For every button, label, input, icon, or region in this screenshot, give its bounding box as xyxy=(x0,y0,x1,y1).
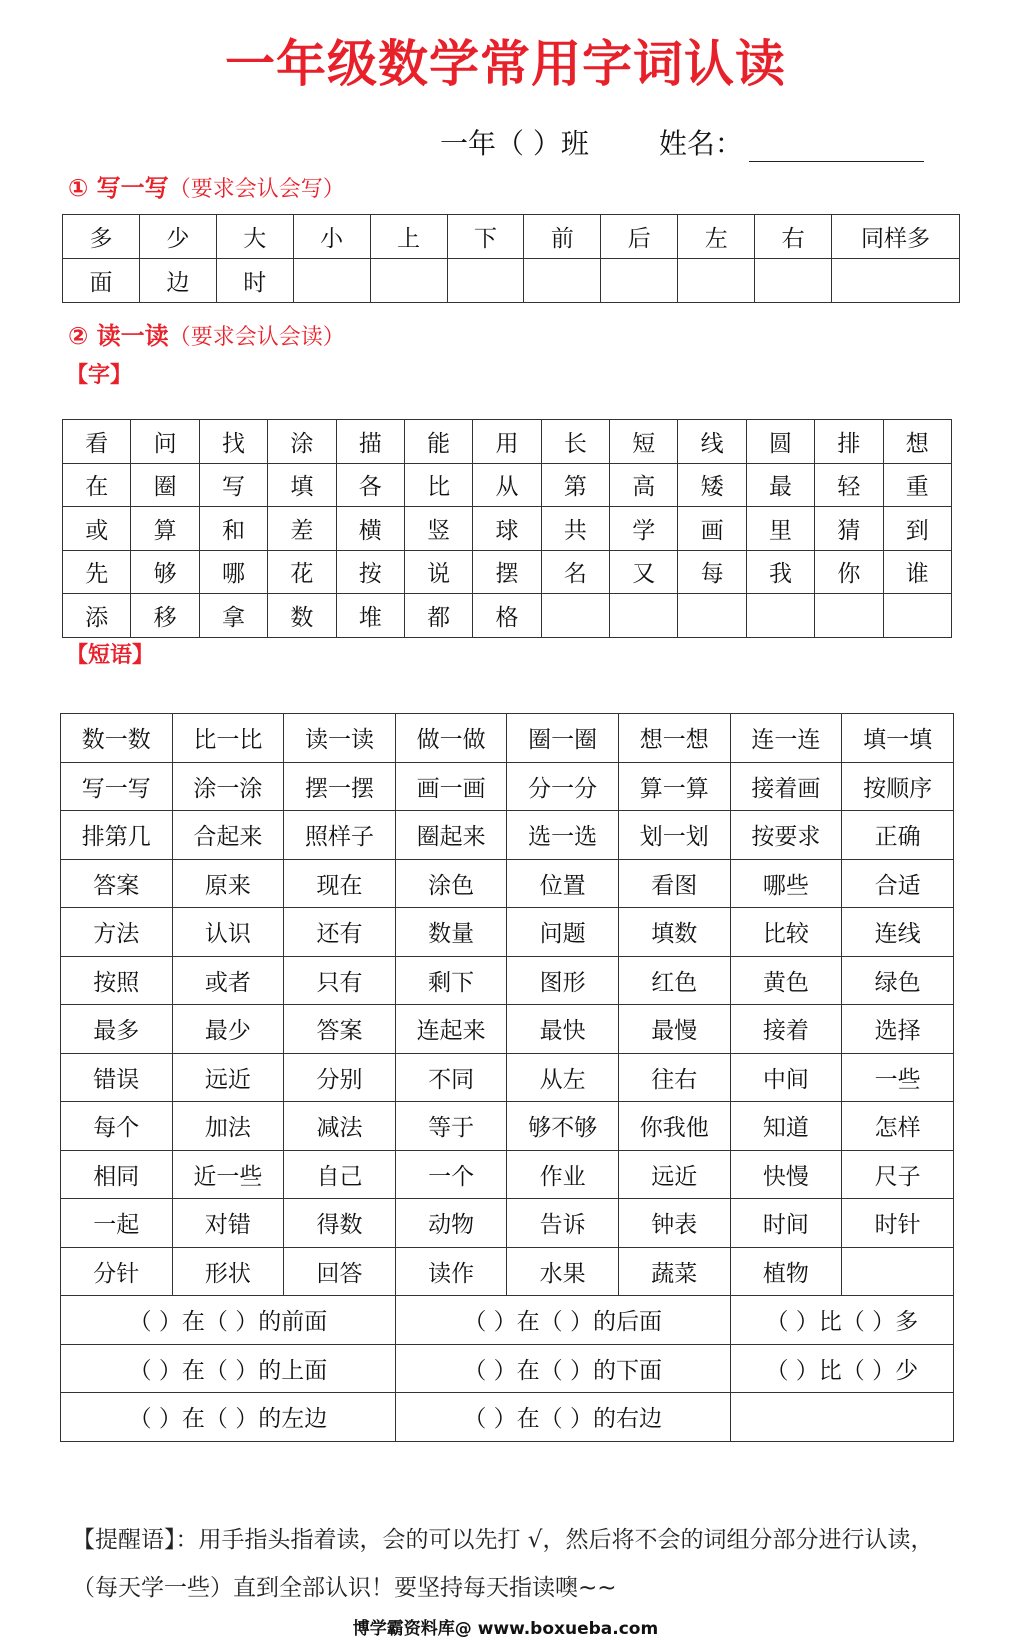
write-cell xyxy=(447,259,524,303)
phrase-cell: 还有 xyxy=(284,908,396,957)
char-cell: 共 xyxy=(541,507,609,551)
phrase-cell: 填一填 xyxy=(842,714,954,763)
char-cell: 最 xyxy=(746,463,814,507)
write-cell xyxy=(755,259,832,303)
phrase-cell: 尺子 xyxy=(842,1150,954,1199)
phrase-cell: 植物 xyxy=(730,1247,842,1296)
char-cell: 横 xyxy=(336,507,404,551)
phrase-cell: 连线 xyxy=(842,908,954,957)
write-cell xyxy=(832,259,960,303)
char-cell: 堆 xyxy=(336,594,404,638)
char-cell: 排 xyxy=(815,420,883,464)
sentence-cell: （ ）在（ ）的上面 xyxy=(61,1344,396,1393)
phrase-cell: 告诉 xyxy=(507,1199,619,1248)
phrase-cell: 蔬菜 xyxy=(618,1247,730,1296)
phrase-cell: 排第几 xyxy=(61,811,173,860)
sentence-cell: （ ）在（ ）的下面 xyxy=(395,1344,730,1393)
char-cell xyxy=(883,594,952,638)
char-cell: 圆 xyxy=(746,420,814,464)
phrase-cell: 答案 xyxy=(61,859,173,908)
char-cell: 找 xyxy=(199,420,267,464)
section2-label: ② 读一读 xyxy=(68,322,169,350)
char-cell: 按 xyxy=(336,550,404,594)
phrase-cell: 填数 xyxy=(618,908,730,957)
write-cell: 边 xyxy=(139,259,216,303)
phrase-cell: 想一想 xyxy=(618,714,730,763)
phrase-cell: 圈一圈 xyxy=(507,714,619,763)
phrase-cell: 认识 xyxy=(172,908,284,957)
write-cell: 前 xyxy=(524,215,601,259)
phrase-cell: 只有 xyxy=(284,956,396,1005)
reminder-text xyxy=(72,1516,952,1612)
section2-requirement: （要求会认会读） xyxy=(168,325,345,350)
sentence-row xyxy=(61,1344,954,1393)
sentence-cell: （ ）在（ ）的左边 xyxy=(61,1393,396,1442)
char-cell: 竖 xyxy=(404,507,472,551)
phrase-cell: 连起来 xyxy=(395,1005,507,1054)
phrase-cell: 从左 xyxy=(507,1053,619,1102)
phrase-cell: 连一连 xyxy=(730,714,842,763)
write-table xyxy=(62,214,960,303)
char-cell: 移 xyxy=(131,594,199,638)
phrase-cell: 哪些 xyxy=(730,859,842,908)
char-cell: 名 xyxy=(541,550,609,594)
phrase-cell: 最快 xyxy=(507,1005,619,1054)
phrase-cell: 读作 xyxy=(395,1247,507,1296)
phrase-cell: 圈起来 xyxy=(395,811,507,860)
char-cell: 添 xyxy=(63,594,131,638)
section1-label: ① 写一写 xyxy=(68,174,169,202)
phrase-row xyxy=(61,908,954,957)
char-cell: 画 xyxy=(678,507,746,551)
sentence-cell: （ ）比（ ）少 xyxy=(730,1344,953,1393)
phrase-cell: 知道 xyxy=(730,1102,842,1151)
phrase-cell: 按要求 xyxy=(730,811,842,860)
phrase-cell: 分一分 xyxy=(507,762,619,811)
phrase-row xyxy=(61,1199,954,1248)
name-blank[interactable] xyxy=(749,133,924,162)
phrase-cell: 分别 xyxy=(284,1053,396,1102)
sentence-cell: （ ）在（ ）的后面 xyxy=(395,1296,730,1345)
phrase-cell: 红色 xyxy=(618,956,730,1005)
char-row xyxy=(63,420,952,464)
phrase-cell: 不同 xyxy=(395,1053,507,1102)
chars-table xyxy=(62,419,952,638)
char-cell: 各 xyxy=(336,463,404,507)
phrase-cell: 够不够 xyxy=(507,1102,619,1151)
sentence-row xyxy=(61,1393,954,1442)
phrase-cell: 摆一摆 xyxy=(284,762,396,811)
phrase-cell: 快慢 xyxy=(730,1150,842,1199)
char-cell: 够 xyxy=(131,550,199,594)
phrase-cell: 一些 xyxy=(842,1053,954,1102)
write-cell: 后 xyxy=(601,215,678,259)
sentence-cell: （ ）在（ ）的前面 xyxy=(61,1296,396,1345)
char-cell: 先 xyxy=(63,550,131,594)
char-cell: 写 xyxy=(199,463,267,507)
char-cell: 摆 xyxy=(473,550,541,594)
phrase-cell: 一个 xyxy=(395,1150,507,1199)
write-cell: 多 xyxy=(63,215,140,259)
write-cell: 时 xyxy=(216,259,293,303)
char-cell: 都 xyxy=(404,594,472,638)
char-cell: 谁 xyxy=(883,550,952,594)
char-cell: 用 xyxy=(473,420,541,464)
phrase-cell: 或者 xyxy=(172,956,284,1005)
char-cell: 每 xyxy=(678,550,746,594)
phrase-cell: 等于 xyxy=(395,1102,507,1151)
phrase-cell: 选择 xyxy=(842,1005,954,1054)
char-cell xyxy=(610,594,678,638)
reminder-body: ：用手指头指着读，会的可以先打 √，然后将不会的词组分部分进行认读，（每天学一些）直到全部认识！要坚持每天指读噢~~ xyxy=(72,1527,934,1601)
phrase-cell: 数量 xyxy=(395,908,507,957)
char-cell: 学 xyxy=(610,507,678,551)
char-cell xyxy=(678,594,746,638)
write-cell: 左 xyxy=(678,215,755,259)
phrase-cell: 写一写 xyxy=(61,762,173,811)
phrase-cell: 选一选 xyxy=(507,811,619,860)
phrase-cell: 涂色 xyxy=(395,859,507,908)
char-cell: 你 xyxy=(815,550,883,594)
phrase-cell: 方法 xyxy=(61,908,173,957)
phrases-label: 【短语】 xyxy=(66,643,155,668)
phrase-cell: 远近 xyxy=(618,1150,730,1199)
phrase-cell: 最多 xyxy=(61,1005,173,1054)
phrase-cell: 相同 xyxy=(61,1150,173,1199)
char-cell: 差 xyxy=(268,507,336,551)
page-title: 一年级数学常用字词认读 xyxy=(225,35,786,93)
write-cell: 上 xyxy=(370,215,447,259)
sentence-cell: （ ）比（ ）多 xyxy=(730,1296,953,1345)
phrase-row xyxy=(61,956,954,1005)
phrase-cell: 错误 xyxy=(61,1053,173,1102)
char-cell: 圈 xyxy=(131,463,199,507)
phrase-cell: 动物 xyxy=(395,1199,507,1248)
char-cell: 哪 xyxy=(199,550,267,594)
phrase-cell: 合起来 xyxy=(172,811,284,860)
write-cell xyxy=(678,259,755,303)
char-cell: 比 xyxy=(404,463,472,507)
char-cell: 轻 xyxy=(815,463,883,507)
write-cell: 下 xyxy=(447,215,524,259)
phrase-row xyxy=(61,859,954,908)
phrase-cell: 比一比 xyxy=(172,714,284,763)
char-cell: 矮 xyxy=(678,463,746,507)
phrase-cell: 合适 xyxy=(842,859,954,908)
char-cell: 能 xyxy=(404,420,472,464)
phrase-row xyxy=(61,1005,954,1054)
phrase-cell: 答案 xyxy=(284,1005,396,1054)
sentence-row xyxy=(61,1296,954,1345)
chars-label: 【字】 xyxy=(66,363,133,388)
char-cell: 填 xyxy=(268,463,336,507)
char-cell: 线 xyxy=(678,420,746,464)
char-cell: 描 xyxy=(336,420,404,464)
write-row xyxy=(63,215,960,259)
write-cell: 大 xyxy=(216,215,293,259)
char-cell: 在 xyxy=(63,463,131,507)
phrase-cell: 近一些 xyxy=(172,1150,284,1199)
phrase-cell: 每个 xyxy=(61,1102,173,1151)
write-cell: 面 xyxy=(63,259,140,303)
char-cell: 数 xyxy=(268,594,336,638)
phrase-cell: 减法 xyxy=(284,1102,396,1151)
phrase-cell: 时间 xyxy=(730,1199,842,1248)
char-cell: 重 xyxy=(883,463,952,507)
reminder-tag: 【提醒语】 xyxy=(72,1527,176,1553)
phrase-cell: 怎样 xyxy=(842,1102,954,1151)
phrase-row xyxy=(61,1150,954,1199)
phrase-cell: 黄色 xyxy=(730,956,842,1005)
phrase-cell: 数一数 xyxy=(61,714,173,763)
sentence-cell: （ ）在（ ）的右边 xyxy=(395,1393,730,1442)
phrase-cell: 对错 xyxy=(172,1199,284,1248)
char-cell: 短 xyxy=(610,420,678,464)
char-cell: 从 xyxy=(473,463,541,507)
char-cell: 又 xyxy=(610,550,678,594)
phrase-cell: 划一划 xyxy=(618,811,730,860)
phrase-cell: 做一做 xyxy=(395,714,507,763)
char-cell: 想 xyxy=(883,420,952,464)
phrase-cell: 按顺序 xyxy=(842,762,954,811)
phrase-row xyxy=(61,1247,954,1296)
char-cell: 或 xyxy=(63,507,131,551)
write-cell: 少 xyxy=(139,215,216,259)
phrase-row xyxy=(61,1053,954,1102)
phrase-cell: 最慢 xyxy=(618,1005,730,1054)
phrase-row xyxy=(61,714,954,763)
write-cell xyxy=(370,259,447,303)
class-name-line xyxy=(440,122,924,162)
phrase-cell: 形状 xyxy=(172,1247,284,1296)
phrase-cell: 得数 xyxy=(284,1199,396,1248)
section2-heading xyxy=(68,316,345,351)
write-cell: 小 xyxy=(293,215,370,259)
phrase-cell: 涂一涂 xyxy=(172,762,284,811)
write-cell: 同样多 xyxy=(832,215,960,259)
phrase-cell: 算一算 xyxy=(618,762,730,811)
char-cell: 长 xyxy=(541,420,609,464)
phrase-cell: 剩下 xyxy=(395,956,507,1005)
char-cell: 球 xyxy=(473,507,541,551)
char-row xyxy=(63,507,952,551)
char-cell: 拿 xyxy=(199,594,267,638)
char-cell: 问 xyxy=(131,420,199,464)
write-cell xyxy=(601,259,678,303)
char-cell: 花 xyxy=(268,550,336,594)
phrase-cell: 看图 xyxy=(618,859,730,908)
phrase-cell: 问题 xyxy=(507,908,619,957)
write-cell xyxy=(524,259,601,303)
phrase-cell: 你我他 xyxy=(618,1102,730,1151)
phrase-cell: 时针 xyxy=(842,1199,954,1248)
write-cell xyxy=(293,259,370,303)
char-cell: 高 xyxy=(610,463,678,507)
phrase-cell: 现在 xyxy=(284,859,396,908)
footer-watermark: 博学霸资料库@ www.boxueba.com xyxy=(352,1619,659,1639)
phrase-cell: 比较 xyxy=(730,908,842,957)
write-cell: 右 xyxy=(755,215,832,259)
phrase-cell: 接着画 xyxy=(730,762,842,811)
grade-class-label: 一年（ ）班 xyxy=(440,127,589,160)
phrase-cell: 照样子 xyxy=(284,811,396,860)
char-cell: 和 xyxy=(199,507,267,551)
char-cell: 第 xyxy=(541,463,609,507)
phrase-cell: 远近 xyxy=(172,1053,284,1102)
sentence-cell xyxy=(730,1393,953,1442)
phrase-cell: 中间 xyxy=(730,1053,842,1102)
phrase-cell: 最少 xyxy=(172,1005,284,1054)
char-cell: 说 xyxy=(404,550,472,594)
char-row xyxy=(63,594,952,638)
phrase-cell: 原来 xyxy=(172,859,284,908)
char-cell: 到 xyxy=(883,507,952,551)
char-cell: 我 xyxy=(746,550,814,594)
char-cell: 算 xyxy=(131,507,199,551)
char-cell: 看 xyxy=(63,420,131,464)
phrase-cell: 钟表 xyxy=(618,1199,730,1248)
phrase-cell: 接着 xyxy=(730,1005,842,1054)
phrase-cell: 位置 xyxy=(507,859,619,908)
phrase-row xyxy=(61,1102,954,1151)
phrase-cell: 画一画 xyxy=(395,762,507,811)
char-cell xyxy=(541,594,609,638)
section1-heading xyxy=(68,168,345,203)
write-row xyxy=(63,259,960,303)
phrase-cell: 一起 xyxy=(61,1199,173,1248)
phrase-cell xyxy=(842,1247,954,1296)
char-cell xyxy=(746,594,814,638)
phrase-cell: 读一读 xyxy=(284,714,396,763)
name-label: 姓名： xyxy=(658,127,743,160)
phrase-cell: 分针 xyxy=(61,1247,173,1296)
phrases-table xyxy=(60,713,954,1442)
char-row xyxy=(63,550,952,594)
phrase-cell: 绿色 xyxy=(842,956,954,1005)
char-cell: 里 xyxy=(746,507,814,551)
phrase-cell: 加法 xyxy=(172,1102,284,1151)
phrase-cell: 往右 xyxy=(618,1053,730,1102)
section1-requirement: （要求会认会写） xyxy=(168,177,345,202)
phrase-cell: 作业 xyxy=(507,1150,619,1199)
phrase-cell: 图形 xyxy=(507,956,619,1005)
phrase-row xyxy=(61,811,954,860)
char-cell: 猜 xyxy=(815,507,883,551)
phrase-row xyxy=(61,762,954,811)
phrase-cell: 自己 xyxy=(284,1150,396,1199)
phrase-cell: 回答 xyxy=(284,1247,396,1296)
char-cell: 格 xyxy=(473,594,541,638)
char-cell: 涂 xyxy=(268,420,336,464)
phrase-cell: 正确 xyxy=(842,811,954,860)
phrase-cell: 按照 xyxy=(61,956,173,1005)
char-cell xyxy=(815,594,883,638)
phrase-cell: 水果 xyxy=(507,1247,619,1296)
char-row xyxy=(63,463,952,507)
